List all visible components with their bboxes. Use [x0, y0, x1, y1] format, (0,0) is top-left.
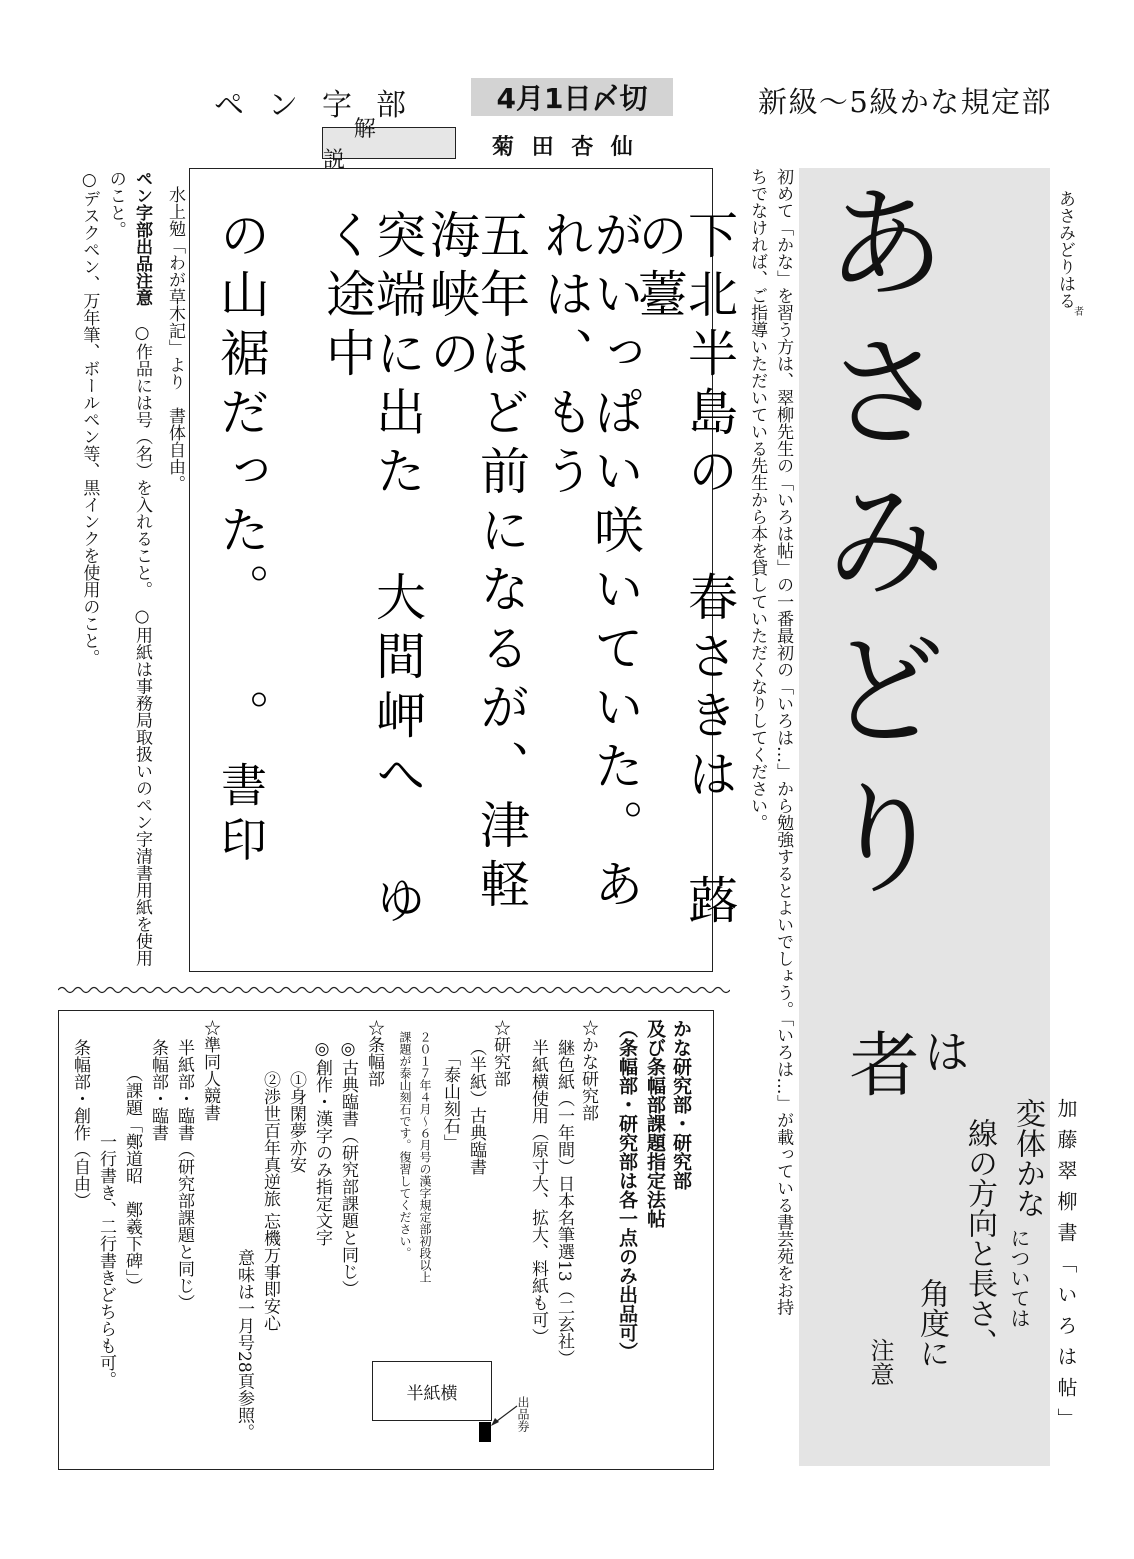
kana-main-text: あさみどり — [803, 178, 947, 922]
paper-landscape-diagram — [372, 1361, 492, 1421]
explanation-author: 菊田杏仙 — [492, 134, 651, 160]
research-note-1: ２０１７年４月～６月号の漢字規定部初段以上 — [418, 1031, 432, 1283]
scroll-title: ☆条幅部 — [364, 1019, 384, 1087]
kana-research-2: 半紙横使用（原寸大、拡大、料紙も可） — [528, 1039, 548, 1345]
kana-rule-title: 新級～5級かな規定部 — [758, 85, 1052, 119]
semi-3: （課題「鄭道昭 鄭羲下碑」） — [122, 1065, 142, 1295]
scroll-3: ①身閑夢亦安 — [286, 1071, 306, 1173]
kana-calligraphy-panel — [799, 168, 1050, 1466]
pen-source: 水上勉「わが草木記」より 書体自由。 — [165, 186, 185, 492]
caution-text-2: ○デスクペン、万年筆、ボールペン等、黒インクを使用のこと。 — [79, 170, 100, 666]
explanation-label: 解説 — [322, 127, 456, 159]
kana-explanation-1: 初めて「かな」を習う方は、翠柳先生の「いろは帖」の一番最初の「いろは…」から勉強するとよいでしょう。「いろは…」が載っている書芸苑をお持 — [773, 168, 794, 1316]
pen-line-3: 五年ほど前になるが、津軽海峡の — [422, 209, 530, 917]
pen-line-1: 下北半島の 春さきは 蕗の薹 — [630, 209, 738, 933]
research-title: ☆研究部 — [490, 1019, 510, 1087]
kana-explanation-2: ちでなければ、ご指導いただいている先生から本を貸していただくなりしてください。 — [747, 168, 768, 831]
pen-line-4: 突端に出た 大間岬へ ゆく途中 — [318, 209, 426, 933]
section-title: ペン字部 — [214, 88, 430, 123]
scroll-4: ②渉世百年真逆旅 忘機万事即安心 — [260, 1071, 280, 1332]
deadline-badge: 4月1日〆切 — [471, 78, 673, 116]
info-title-1: かな研究部・研究部 — [670, 1019, 692, 1190]
kana-source-author: 加藤翠柳書「いろは帖」 — [1054, 1098, 1078, 1439]
pen-line-2: がいっぱい咲いていた。あれは、もう — [536, 209, 644, 917]
kana-sha: 者 — [838, 1028, 920, 1098]
kana-note-3: 角度に — [914, 1278, 949, 1368]
caution-title: ペン字部出品注意 — [132, 170, 153, 306]
entry-ticket-label: 出品券 — [516, 1396, 530, 1432]
kana-note-4: 注意 — [866, 1338, 894, 1386]
kana-note-2: 線の方向と長さ、 — [962, 1118, 997, 1358]
info-title-2: 及び条幅部課題指定法帖 — [644, 1019, 666, 1228]
signature-seal: 書印 — [214, 761, 268, 870]
kana-note-1b: については — [1007, 1228, 1031, 1328]
semi-1: 半紙部・臨書（研究部課題と同じ） — [174, 1039, 194, 1311]
wavy-divider — [58, 982, 730, 998]
pen-caution — [76, 170, 155, 970]
research-2: 「泰山刻石」 — [440, 1049, 460, 1151]
scroll-1: ◎古典臨書（研究部課題と同じ） — [338, 1039, 358, 1297]
pen-sample-box — [189, 168, 738, 972]
research-1: （半紙）古典臨書 — [466, 1039, 486, 1175]
kana-research-1: 継色紙（一年間）日本名筆選13（二玄社） — [554, 1039, 574, 1367]
research-note-2: 課題が泰山刻石です。復習してください。 — [398, 1031, 412, 1259]
semi-4: 一行書き、二行書きどちらも可。 — [96, 1133, 116, 1388]
pen-line-5: の山裾だった。 。 — [212, 209, 270, 748]
scroll-5: 意味は一月号28頁参照。 — [234, 1249, 254, 1441]
paper-label: 半紙横 — [406, 1383, 458, 1404]
kana-note-1: 変体かな — [1010, 1098, 1045, 1218]
semi-2: 条幅部・臨書 — [148, 1039, 168, 1141]
kana-research-title: ☆かな研究部 — [578, 1019, 598, 1121]
kana-ha: は — [917, 1028, 971, 1074]
caution-text-1: ○作品には号（名）を入れること。 ○用紙は事務局取扱いのペン字清書用紙を使用のこと。 — [105, 170, 153, 967]
kana-caption-small: 者 — [1074, 307, 1084, 318]
semi-title: ☆準同人競書 — [200, 1019, 220, 1121]
semi-5: 条幅部・創作（自由） — [70, 1039, 90, 1209]
info-title-3: （条幅部・研究部は各一点のみ出品可） — [616, 1019, 638, 1361]
scroll-2: ◎創作・漢字のみ指定文字 — [312, 1039, 332, 1246]
kana-caption: あさみどりはる — [1055, 190, 1075, 309]
